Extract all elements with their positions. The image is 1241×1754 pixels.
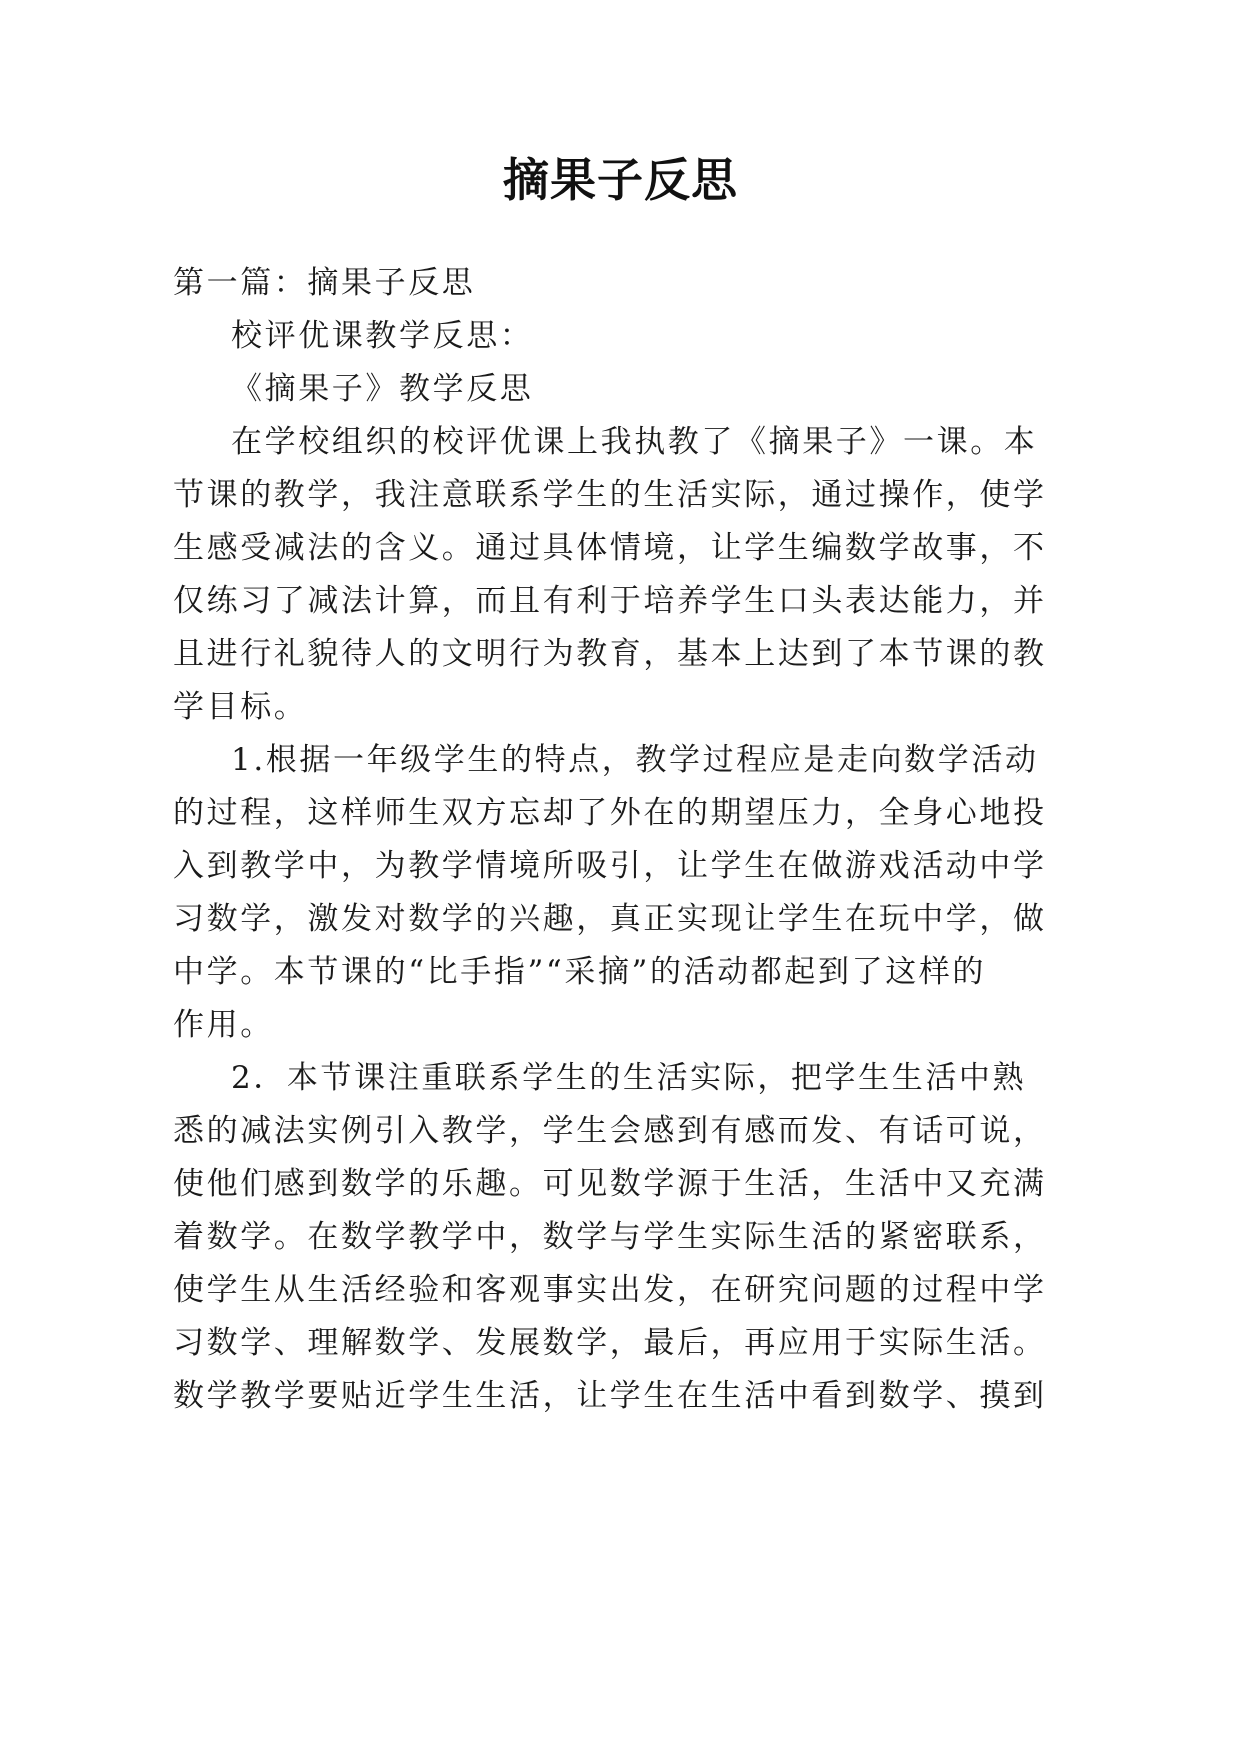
body-text-line: 习数学、理解数学、发展数学，最后，再应用于实际生活。 (173, 1325, 1047, 1361)
body-text-line: 入到教学中，为教学情境所吸引，让学生在做游戏活动中学 (173, 848, 1047, 884)
body-text-line: 2．本节课注重联系学生的生活实际，把学生生活中熟 (231, 1060, 1027, 1096)
subheading-line: 校评优课教学反思： (231, 318, 534, 354)
subheading-line: 《摘果子》教学反思 (231, 371, 534, 407)
document-title: 摘果子反思 (503, 153, 738, 207)
body-text-line: 着数学。在数学教学中，数学与学生实际生活的紧密联系， (173, 1219, 1047, 1255)
body-text-line: 仅练习了减法计算，而且有利于培养学生口头表达能力，并 (173, 583, 1047, 619)
body-text-line: 生感受减法的含义。通过具体情境，让学生编数学故事，不 (173, 530, 1047, 566)
body-text-line: 作用。 (173, 1007, 274, 1043)
body-text-line: 中学。本节课的“比手指”“采摘”的活动都起到了这样的 (173, 954, 986, 990)
body-text-line: 使他们感到数学的乐趣。可见数学源于生活，生活中又充满 (173, 1166, 1047, 1202)
body-text-line: 在学校组织的校评优课上我执教了《摘果子》一课。本 (231, 424, 1038, 460)
body-text-line: 使学生从生活经验和客观事实出发，在研究问题的过程中学 (173, 1272, 1047, 1308)
body-text-line: 学目标。 (173, 689, 308, 725)
body-text-line: 1.根据一年级学生的特点，教学过程应是走向数学活动 (231, 742, 1039, 778)
body-text-line: 的过程，这样师生双方忘却了外在的期望压力，全身心地投 (173, 795, 1047, 831)
section-heading: 第一篇：摘果子反思 (173, 265, 476, 301)
body-text-line: 习数学，激发对数学的兴趣，真正实现让学生在玩中学，做 (173, 901, 1047, 937)
body-text-line: 且进行礼貌待人的文明行为教育，基本上达到了本节课的教 (173, 636, 1047, 672)
body-text-line: 数学教学要贴近学生生活，让学生在生活中看到数学、摸到 (173, 1378, 1047, 1414)
body-text-line: 悉的减法实例引入教学，学生会感到有感而发、有话可说， (173, 1113, 1047, 1149)
body-text-line: 节课的教学，我注意联系学生的生活实际，通过操作，使学 (173, 477, 1047, 513)
